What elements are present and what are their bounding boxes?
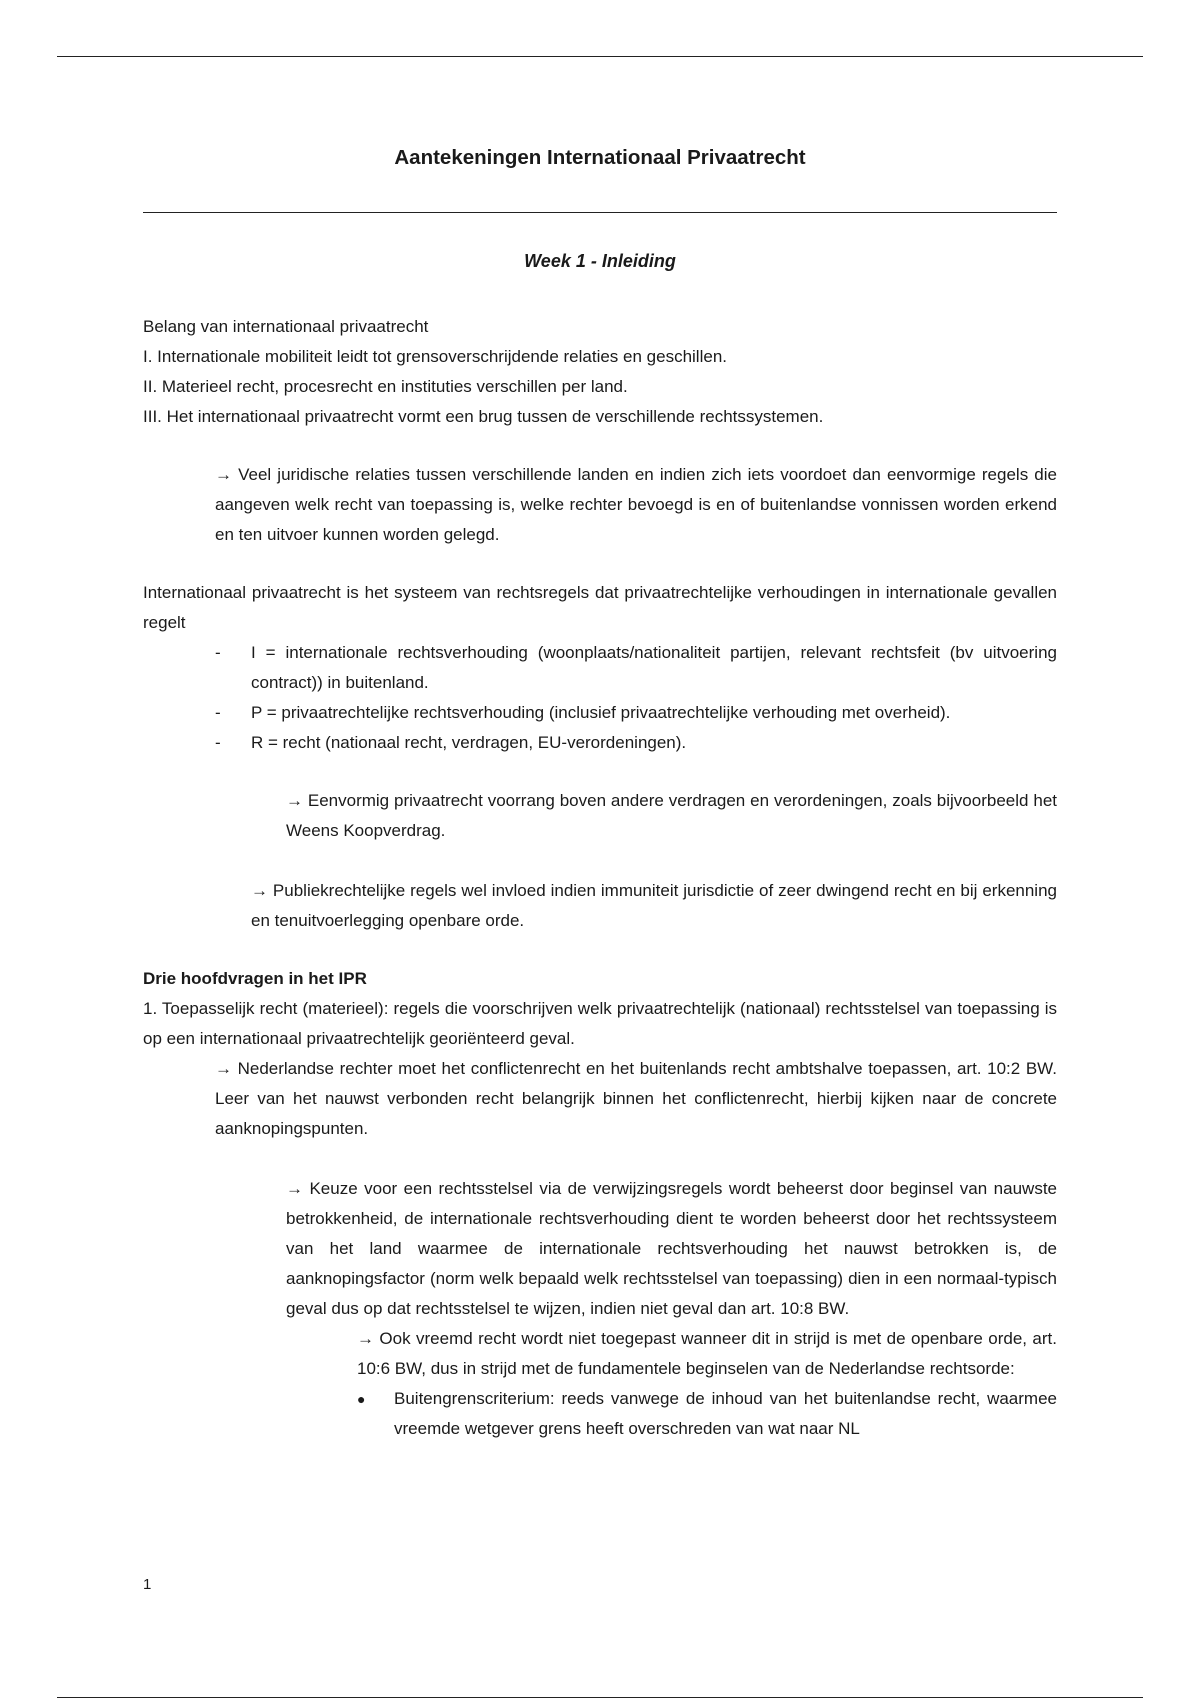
hoofdvraag-note-3: → Ook vreemd recht wordt niet toegepast wanneer dit in strijd is met de openbare orde, art. 10:6 BW, dus in strijd met de fundamentele beginselen van de Nederlandse rechtsorde: <box>357 1329 1057 1378</box>
definition-note-1: → Eenvormig privaatrecht voorrang boven andere verdragen en verordeningen, zoals bijvoorbeeld het Weens Koopverdrag. <box>286 791 1057 840</box>
bullet-item-text: Buitengrenscriterium: reeds vanwege de inhoud van het buitenlandse recht, waarmee vreemde wetgever grens heeft overschreden van wat naar NL <box>394 1389 1057 1438</box>
definition-note-2: → Publiekrechtelijke regels wel invloed indien immuniteit jurisdictie of zeer dwingend recht en bij erkenning en tenuitvoerlegging openbare orde. <box>251 881 1057 930</box>
dash-list-item <box>143 638 1057 698</box>
title-divider <box>143 212 1057 213</box>
dash-marker: - <box>215 733 221 752</box>
page-number: 1 <box>143 1576 152 1593</box>
page-bottom-rule <box>57 1697 1143 1698</box>
dash-marker: - <box>215 703 221 722</box>
dash-list-item <box>143 728 1057 758</box>
page-top-rule <box>57 56 1143 57</box>
document-title: Aantekeningen Internationaal Privaatrecht <box>394 146 806 169</box>
dash-item-text: P = privaatrechtelijke rechtsverhouding (inclusief privaatrechtelijke verhouding met overheid). <box>251 703 951 722</box>
hoofdvraag-note-2: → Keuze voor een rechtsstelsel via de verwijzingsregels wordt beheerst door beginsel van nauwste betrokkenheid, de internationale rechtsverhouding dient te worden beheerst door het rechtssysteem van het land waarmee de internationale rechtsverhouding het nauwst betrokken is, de aanknopingsfactor (norm welk bepaald welk rechtsstelsel van toepassing) dien in een normaal-typisch geval dus op dat rechtsstelsel te wijzen, indien niet geval dan art. 10:8 BW. <box>286 1179 1057 1318</box>
hoofdvragen-heading: Drie hoofdvragen in het IPR <box>143 969 367 988</box>
dash-item-text: R = recht (nationaal recht, verdragen, EU-verordeningen). <box>251 733 687 752</box>
bullet-marker: ● <box>357 1391 366 1407</box>
belang-arrow-note: → Veel juridische relaties tussen verschillende landen en indien zich iets voordoet dan eenvormige regels die aangeven welk recht van toepassing is, welke rechter bevoegd is en of buitenlandse vonnissen worden erkend en ten uitvoer kunnen worden gelegd. <box>215 465 1057 544</box>
document-body <box>143 312 1057 1444</box>
dash-list-item <box>143 698 1057 728</box>
belang-heading: Belang van internationaal privaatrecht <box>143 317 429 336</box>
dash-item-text: I = internationale rechtsverhouding (woonplaats/nationaliteit partijen, relevant rechtsfeit (bv uitvoering contract)) in buitenland. <box>251 643 1057 692</box>
bullet-list-item <box>143 1384 1057 1444</box>
belang-item: I. Internationale mobiliteit leidt tot grensoverschrijdende relaties en geschillen. <box>143 347 727 366</box>
belang-item: III. Het internationaal privaatrecht vormt een brug tussen de verschillende rechtssystemen. <box>143 407 824 426</box>
hoofdvraag-note-1: → Nederlandse rechter moet het conflictenrecht en het buitenlands recht ambtshalve toepassen, art. 10:2 BW. Leer van het nauwst verbonden recht belangrijk binnen het conflictenrecht, hierbij kijken naar de concrete aanknopingspunten. <box>215 1059 1057 1138</box>
hoofdvraag-item-1: 1. Toepasselijk recht (materieel): regels die voorschrijven welk privaatrechtelijk (nationaal) rechtsstelsel van toepassing is op een internationaal privaatrechtelijk georiënteerd geval. <box>143 999 1057 1048</box>
week-heading: Week 1 - Inleiding <box>524 251 676 271</box>
belang-item: II. Materieel recht, procesrecht en instituties verschillen per land. <box>143 377 628 396</box>
definition-text: Internationaal privaatrecht is het systeem van rechtsregels dat privaatrechtelijke verhoudingen in internationale gevallen regelt <box>143 583 1057 632</box>
dash-marker: - <box>215 643 221 662</box>
